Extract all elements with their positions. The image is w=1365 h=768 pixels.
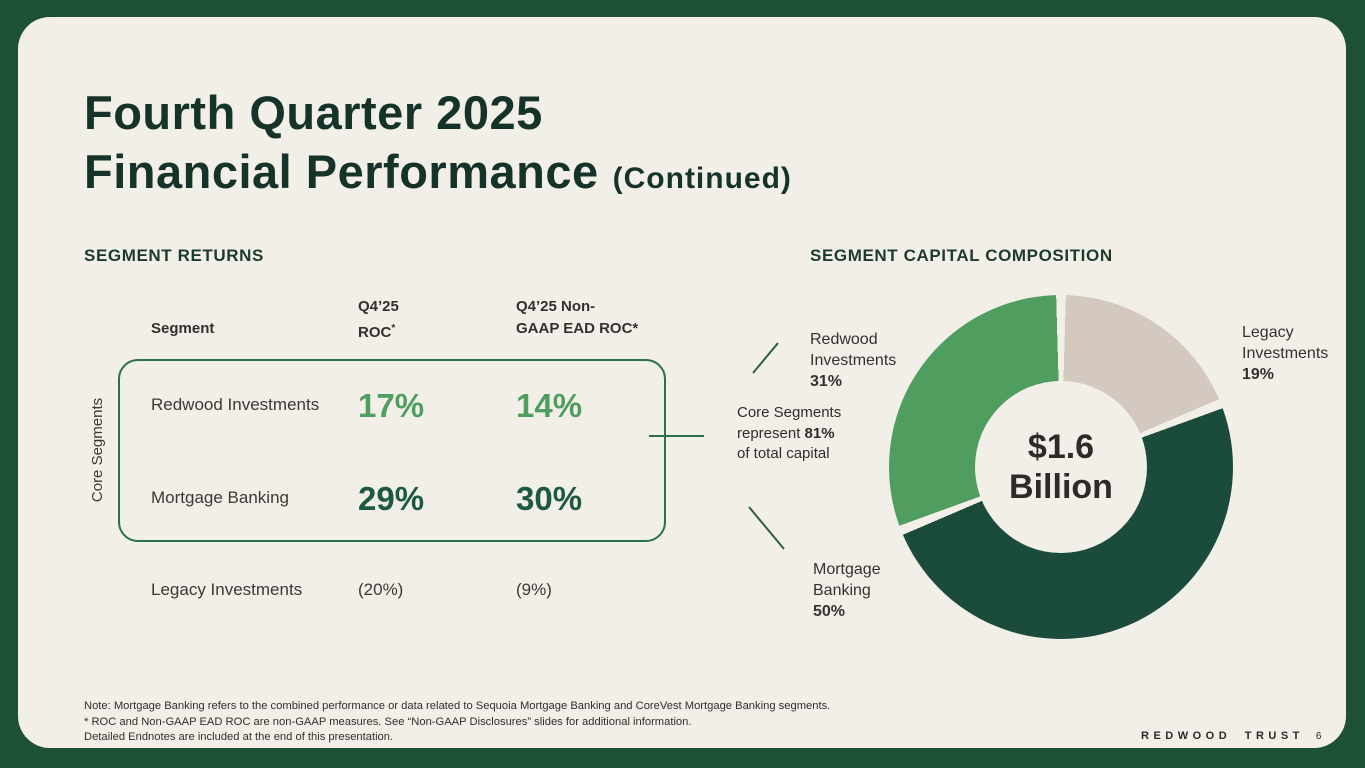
column-header-ead-roc: Q4’25 Non- GAAP EAD ROC*	[516, 298, 639, 337]
table-row-segment: Legacy Investments	[151, 580, 303, 599]
label-legacy-investments: Legacy Investments 19%	[1242, 324, 1329, 383]
donut-chart	[889, 295, 1233, 639]
table-row-segment: Redwood Investments	[151, 395, 320, 414]
footnote-line: Note: Mortgage Banking refers to the combined performance or data related to Sequoia Mortgage Banking and CoreVest Mortgage Banking segments.	[84, 700, 831, 712]
page-title	[84, 83, 792, 208]
table-row-ead-value: 30%	[516, 480, 583, 517]
table-row-ead-value: 14%	[516, 387, 583, 424]
table-row-roc-value: 17%	[358, 387, 425, 424]
segment-returns-heading: SEGMENT RETURNS	[84, 246, 264, 265]
footnote-line: * ROC and Non-GAAP EAD ROC are non-GAAP measures. See “Non-GAAP Disclosures” slides for additional information.	[84, 715, 692, 728]
brand-wordmark: REDWOOD TRUST	[1141, 730, 1304, 742]
total-capital-value: $1.6	[1027, 428, 1095, 466]
capital-composition-heading: SEGMENT CAPITAL COMPOSITION	[810, 246, 1113, 265]
title-suffix: (Continued)	[612, 162, 792, 195]
footnote-line: Detailed Endnotes are included at the end of this presentation.	[84, 731, 394, 743]
total-capital-unit: Billion	[1009, 468, 1113, 506]
table-row-segment: Mortgage Banking	[151, 488, 289, 507]
donut-center-label	[975, 381, 1147, 553]
title-line-1: Fourth Quarter 2025	[84, 86, 543, 139]
footnotes	[84, 699, 830, 746]
footer-brand-row	[1141, 730, 1321, 742]
table-row-roc-value: 29%	[358, 480, 425, 517]
table-row-roc-value: (20%)	[358, 580, 404, 599]
page-number: 6	[1315, 731, 1322, 742]
core-segments-group-label: Core Segments	[89, 397, 106, 503]
label-redwood-investments: Redwood Investments 31%	[810, 331, 897, 390]
title-line-2: Financial Performance (Continued)	[84, 145, 792, 198]
column-header-roc: Q4’25 ROC*	[358, 298, 399, 341]
table-row-ead-value: (9%)	[516, 580, 552, 599]
slide-card	[18, 17, 1346, 748]
core-segments-callout: Core Segments represent 81% of total capital	[737, 404, 842, 462]
column-header-segment: Segment	[151, 320, 215, 337]
label-mortgage-banking: Mortgage Banking 50%	[813, 561, 881, 620]
